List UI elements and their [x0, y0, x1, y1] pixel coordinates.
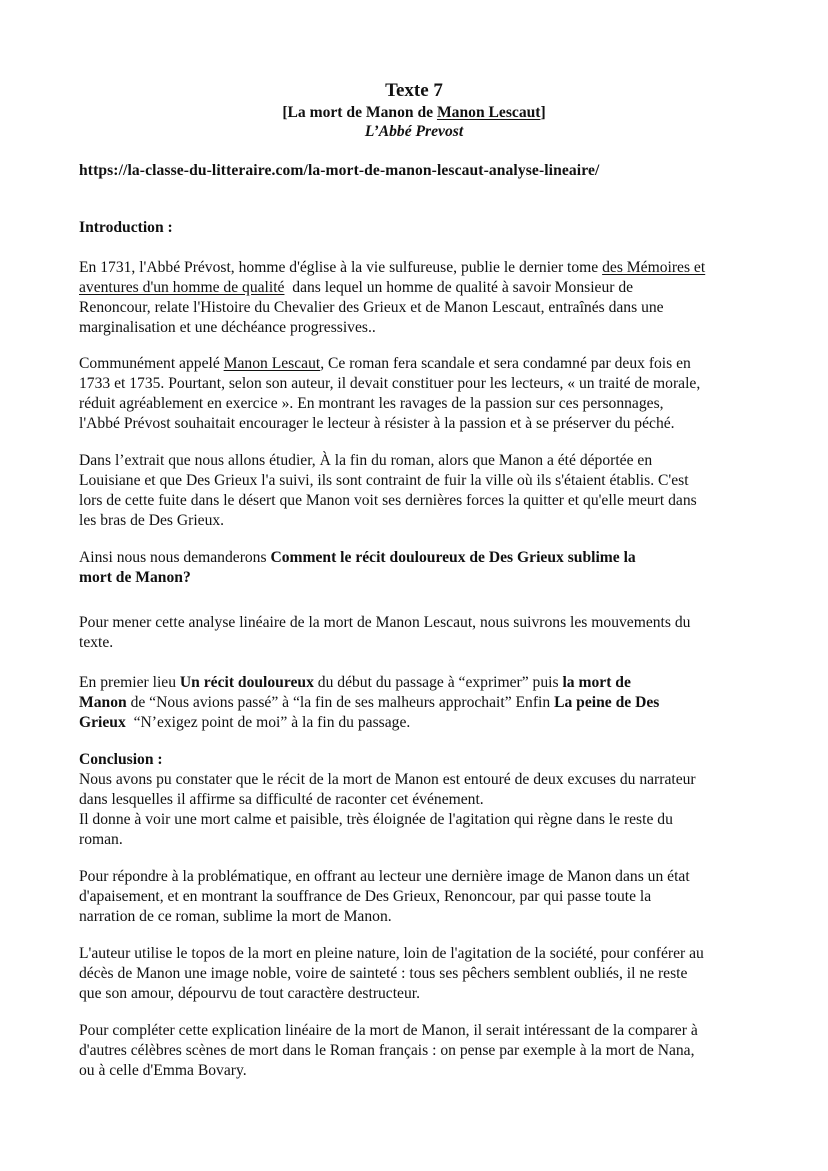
- bold-text: Un récit douloureux: [179, 674, 314, 691]
- text-run: Pour répondre à la problématique, en offrant au lecteur une dernière image de Manon dans un état: [79, 868, 690, 885]
- text-run: Ainsi nous nous demanderons: [79, 549, 271, 566]
- text-run: Il donne à voir une mort calme et paisible, très éloignée de l'agitation qui règne dans le reste du: [79, 811, 673, 828]
- paragraph-6-line: [79, 673, 631, 693]
- conclusion-heading: Conclusion :: [79, 751, 163, 768]
- text-run: En 1731, l'Abbé Prévost, homme d'église à la vie sulfureuse, publie le dernier tome: [79, 259, 603, 276]
- text-run: les bras de Des Grieux.: [79, 512, 225, 529]
- introduction-heading: Introduction :: [79, 219, 173, 236]
- text-run: Communément appelé: [79, 355, 224, 372]
- document-title: Texte 7: [385, 80, 443, 101]
- underlined-title: Manon Lescaut: [436, 104, 541, 121]
- paragraph-7-line: [79, 770, 696, 790]
- paragraph-1-line: [79, 318, 376, 338]
- bold-text: Comment le récit douloureux de Des Grieux sublime la: [270, 549, 636, 566]
- bold-text: mort de Manon?: [79, 569, 191, 586]
- text-run: roman.: [79, 831, 123, 848]
- paragraph-7-line: [79, 830, 123, 850]
- underlined-title: Manon Lescaut: [223, 355, 321, 372]
- bold-text: Manon: [79, 694, 127, 711]
- text-run: dans lesquelles il affirme sa difficulté de raconter cet événement.: [79, 791, 484, 808]
- underlined-title: aventures d'un homme de qualité: [79, 279, 285, 296]
- text-run: de “Nous avions passé” à “la fin de ses malheurs approchait” Enfin: [126, 694, 555, 711]
- paragraph-7-line: [79, 790, 484, 810]
- text-run: dans lequel un homme de qualité à savoir Monsieur de: [284, 279, 634, 296]
- text-run: Louisiane et que Des Grieux l'a suivi, ils sont contraint de fuir la ville où ils s'étaient établis. C'est: [79, 472, 689, 489]
- text-run: Pour compléter cette explication linéaire de la mort de Manon, il serait intéressant de la comparer à: [79, 1022, 698, 1039]
- paragraph-8-line: [79, 887, 651, 907]
- text-run: L'auteur utilise le topos de la mort en pleine nature, loin de l'agitation de la société, pour conférer au: [79, 945, 704, 962]
- paragraph-8-line: [79, 907, 392, 927]
- text-run: Renoncour, relate l'Histoire du Chevalier des Grieux et de Manon Lescaut, entraînés dans une: [79, 299, 664, 316]
- bold-text: Grieux: [79, 714, 126, 731]
- paragraph-3-line: [79, 491, 697, 511]
- bold-text: la mort de: [562, 674, 631, 691]
- underlined-title: des Mémoires et: [602, 259, 706, 276]
- paragraph-2-line: [79, 354, 691, 374]
- text-run: En premier lieu: [79, 674, 180, 691]
- text-run: [La mort de Manon de: [282, 104, 437, 121]
- paragraph-8-line: [79, 867, 690, 887]
- paragraph-2-line: [79, 374, 700, 394]
- paragraph-1-line: [79, 258, 705, 278]
- paragraph-9-line: [79, 964, 687, 984]
- text-run: marginalisation et une déchéance progressives..: [79, 319, 376, 336]
- paragraph-7-line: [79, 810, 673, 830]
- paragraph-2-line: [79, 414, 675, 434]
- bold-text: La peine de Des: [554, 694, 660, 711]
- document-subtitle: [0, 103, 828, 123]
- paragraph-6-line: [79, 693, 659, 713]
- text-run: décès de Manon une image noble, voire de sainteté : tous ses pêchers semblent oubliés, il ne reste: [79, 965, 688, 982]
- text-run: , Ce roman fera scandale et sera condamné par deux fois en: [320, 355, 691, 372]
- text-run: Pour mener cette analyse linéaire de la mort de Manon Lescaut, nous suivrons les mouvements du: [79, 614, 691, 631]
- text-run: que son amour, dépourvu de tout caractère destructeur.: [79, 985, 421, 1002]
- paragraph-1-line: [79, 278, 633, 298]
- text-run: d'apaisement, et en montrant la souffrance de Des Grieux, Renoncour, par qui passe toute la: [79, 888, 652, 905]
- text-run: narration de ce roman, sublime la mort de Manon.: [79, 908, 392, 925]
- paragraph-5-line: [79, 633, 113, 653]
- text-run: Dans l’extrait que nous allons étudier, À la fin du roman, alors que Manon a été déportée en: [79, 452, 653, 469]
- text-run: ]: [540, 104, 546, 121]
- document-author: L’Abbé Prevost: [364, 123, 464, 140]
- paragraph-1-line: [79, 298, 664, 318]
- text-run: l'Abbé Prévost souhaitait encourager le lecteur à résister à la passion et à se préserver du péché.: [79, 415, 675, 432]
- paragraph-10-line: [79, 1041, 695, 1061]
- text-run: Nous avons pu constater que le récit de la mort de Manon est entouré de deux excuses du narrateur: [79, 771, 696, 788]
- paragraph-3-line: [79, 471, 689, 491]
- text-run: “N’exigez point de moi” à la fin du passage.: [125, 714, 411, 731]
- text-run: du début du passage à “exprimer” puis: [313, 674, 563, 691]
- text-run: 1733 et 1735. Pourtant, selon son auteur, il devait constituer pour les lecteurs, « un traité de morale,: [79, 375, 701, 392]
- paragraph-10-line: [79, 1021, 698, 1041]
- paragraph-9-line: [79, 944, 704, 964]
- text-run: réduit agréablement en exercice ». En montrant les ravages de la passion sur ces personnages,: [79, 395, 664, 412]
- paragraph-6-line: [79, 713, 410, 733]
- paragraph-9-line: [79, 984, 420, 1004]
- paragraph-5-line: [79, 613, 690, 633]
- paragraph-4-line: [79, 568, 191, 588]
- paragraph-2-line: [79, 394, 664, 414]
- paragraph-3-line: [79, 511, 224, 531]
- text-run: lors de cette fuite dans le désert que Manon voit ses dernières forces la quitter et qu'elle meurt dans: [79, 492, 697, 509]
- text-run: ou à celle d'Emma Bovary.: [79, 1062, 247, 1079]
- source-url[interactable]: https://la-classe-du-litteraire.com/la-mort-de-manon-lescaut-analyse-lineaire/: [79, 162, 600, 179]
- paragraph-10-line: [79, 1061, 247, 1081]
- paragraph-4-line: [79, 548, 636, 568]
- paragraph-3-line: [79, 451, 652, 471]
- text-run: d'autres célèbres scènes de mort dans le Roman français : on pense par exemple à la mort de Nana,: [79, 1042, 695, 1059]
- text-run: texte.: [79, 634, 114, 651]
